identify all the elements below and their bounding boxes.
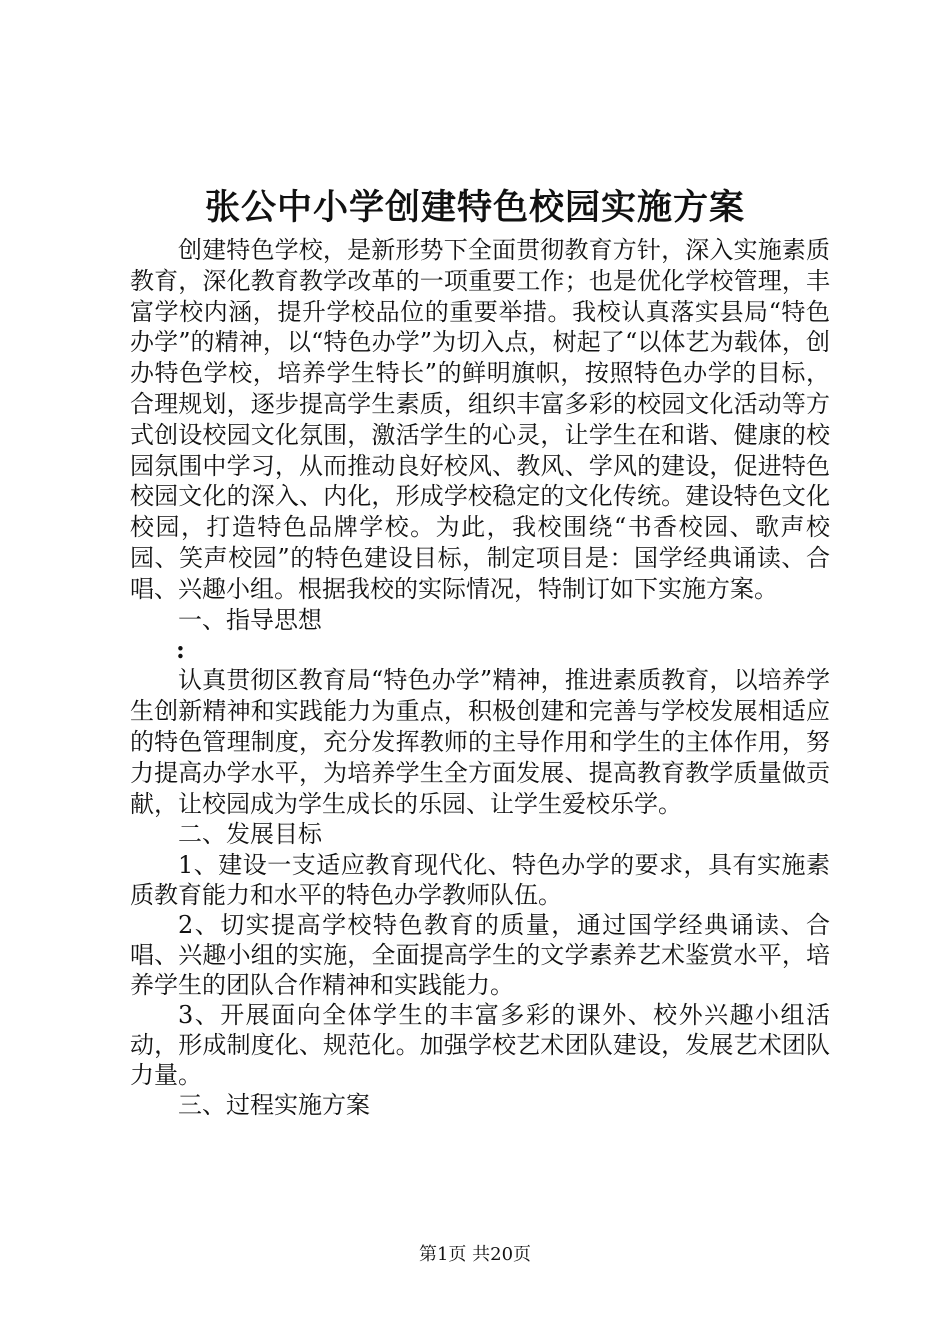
intro-paragraph: 创建特色学校，是新形势下全面贯彻教育方针，深入实施素质教育，深化教育教学改革的一项重要工作；也是优化学校管理，丰富学校内涵，提升学校品位的重要举措。我校认真落实县局“特色办学”的精神，以“特色办学”为切入点，树起了“以体艺为载体，创办特色学校，培养学生特长”的鲜明旗帜，按照特色办学的目标，合理规划，逐步提高学生素质，组织丰富多彩的校园文化活动等方式创设校园文化氛围，激活学生的心灵，让学生在和谐、健康的校园氛围中学习，从而推动良好校风、教风、学风的建设，促进特色校园文化的深入、内化，形成学校稳定的文化传统。建设特色文化校园，打造特色品牌学校。为此，我校围绕“书香校园、歌声校园、笑声校园”的特色建设目标，制定项目是：国学经典诵读、合唱、兴趣小组。根据我校的实际情况，特制订如下实施方案。 (130, 236, 830, 603)
document-body (130, 235, 830, 1121)
guiding-thought-paragraph: 认真贯彻区教育局“特色办学”精神，推进素质教育，以培养学生创新精神和实践能力为重点，积极创建和完善与学校发展相适应的特色管理制度，充分发挥教师的主导作用和学生的主体作用，努力提高办学水平，为培养学生全方面发展、提高教育教学质量做贡献，让校园成为学生成长的乐园、让学生爱校乐学。 (130, 666, 830, 818)
section-heading-guiding-thought: 一、指导思想 (178, 605, 322, 634)
goal-item-1: 1、建设一支适应教育现代化、特色办学的要求，具有实施素质教育能力和水平的特色办学教师队伍。 (130, 851, 830, 910)
page-number-footer: 第1页 共20页 (418, 1244, 532, 1265)
goal-item-2: 2、切实提高学校特色教育的质量，通过国学经典诵读、合唱、兴趣小组的实施，全面提高学生的文学素养艺术鉴赏水平，培养学生的团队合作精神和实践能力。 (130, 911, 830, 1000)
document-title: 张公中小学创建特色校园实施方案 (204, 188, 745, 228)
goal-item-3: 3、开展面向全体学生的丰富多彩的课外、校外兴趣小组活动，形成制度化、规范化。加强学校艺术团队建设，发展艺术团队力量。 (130, 1001, 830, 1090)
section-heading-development-goals: 二、发展目标 (178, 820, 322, 849)
section-colon: : (176, 635, 185, 665)
section-heading-implementation-plan: 三、过程实施方案 (178, 1091, 370, 1120)
